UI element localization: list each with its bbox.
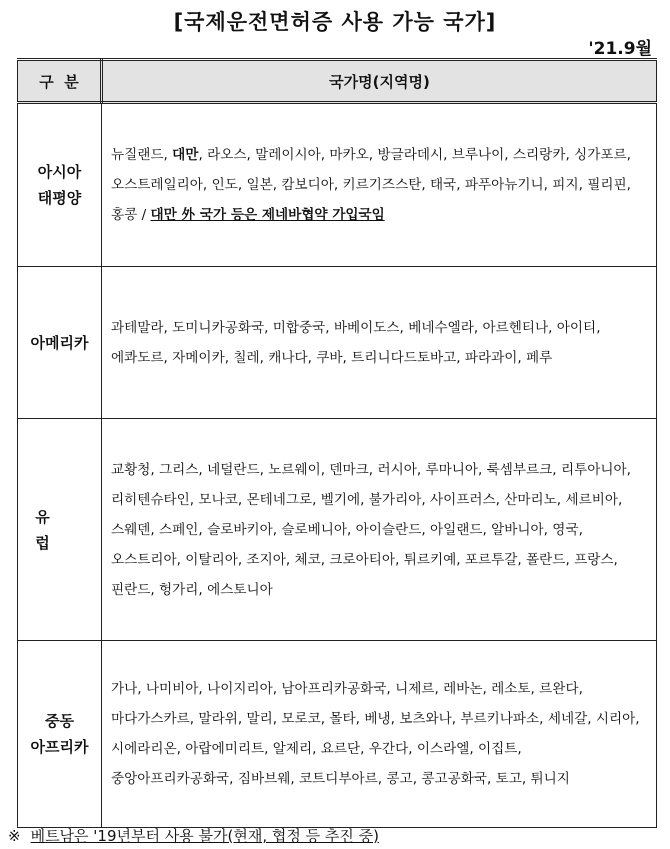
header-countries: 국가명(지역명)	[102, 60, 657, 103]
country-text: , 라오스, 말레이시아, 마카오, 방글라데시, 브루나이, 스리랑카, 싱가포르, 오스트레일리아, 인도, 일본, 캄보디아, 키르기즈스탄, 태국, 파푸아뉴기니, 피지, 필리핀, 홍콩 /	[111, 147, 631, 223]
category-line: 아프리카	[30, 738, 89, 756]
category-label: 유럽	[35, 507, 84, 552]
header-category: 구 분	[18, 60, 102, 103]
table-row-asia-pacific	[18, 103, 657, 267]
country-text: 뉴질랜드,	[111, 147, 173, 163]
category-line: 아시아	[37, 163, 82, 181]
geneva-note: 대만 外 국가 등은 제네바협약 가입국임	[150, 207, 385, 223]
table-row-europe	[18, 419, 657, 641]
category-americas: 아메리카	[18, 267, 102, 419]
footnote-text: 베트남은 '19년부터 사용 불가(현재, 협정 등 추진 중)	[30, 827, 379, 845]
date-label: '21.9월	[588, 39, 652, 59]
country-table	[17, 58, 657, 828]
category-middle-east-africa	[18, 641, 102, 828]
table-header-row	[18, 60, 657, 103]
footnote	[8, 825, 379, 846]
countries-americas: 과테말라, 도미니카공화국, 미합중국, 바베이도스, 베네수엘라, 아르헨티나, 아이티, 에콰도르, 자메이카, 칠레, 캐나다, 쿠바, 트리니다드토바고, 파라과이, 페루	[102, 267, 657, 419]
table-row-middle-east-africa	[18, 641, 657, 828]
countries-middle-east-africa: 가나, 나미비아, 나이지리아, 남아프리카공화국, 니제르, 레바논, 레소토, 르완다, 마다가스카르, 말라위, 말리, 모로코, 몰타, 베냉, 보츠와나, 부르키나파소, 세네갈, 시리아, 시에라리온, 아랍에미리트, 알제리, 요르단, 우간다, 이스라엘, 이집트, 중앙아프리카공화국, 짐바브웨, 코트디부아르, 콩고, 콩고공화국, 토고, 튀니지	[102, 641, 657, 828]
category-line: 태평양	[37, 189, 82, 207]
category-asia-pacific	[18, 103, 102, 267]
reference-mark-icon: ※	[8, 827, 21, 845]
countries-asia-pacific	[102, 103, 657, 267]
page-title: [국제운전면허증 사용 가능 국가]	[173, 10, 497, 34]
category-line: 중동	[45, 712, 74, 730]
country-bold-taiwan: 대만	[172, 147, 199, 163]
countries-europe: 교황청, 그리스, 네덜란드, 노르웨이, 덴마크, 러시아, 루마니아, 룩셈부르크, 리투아니아, 리히텐슈타인, 모나코, 몬테네그로, 벨기에, 불가리아, 사이프러스, 산마리노, 세르비아, 스웨덴, 스페인, 슬로바키아, 슬로베니아, 아이슬란드, 아일랜드, 알바니아, 영국, 오스트리아, 이탈리아, 조지아, 체코, 크로아티아, 튀르키예, 포르투갈, 폴란드, 프랑스, 핀란드, 헝가리, 에스토니아	[102, 419, 657, 641]
category-europe	[18, 419, 102, 641]
table-row-americas	[18, 267, 657, 419]
